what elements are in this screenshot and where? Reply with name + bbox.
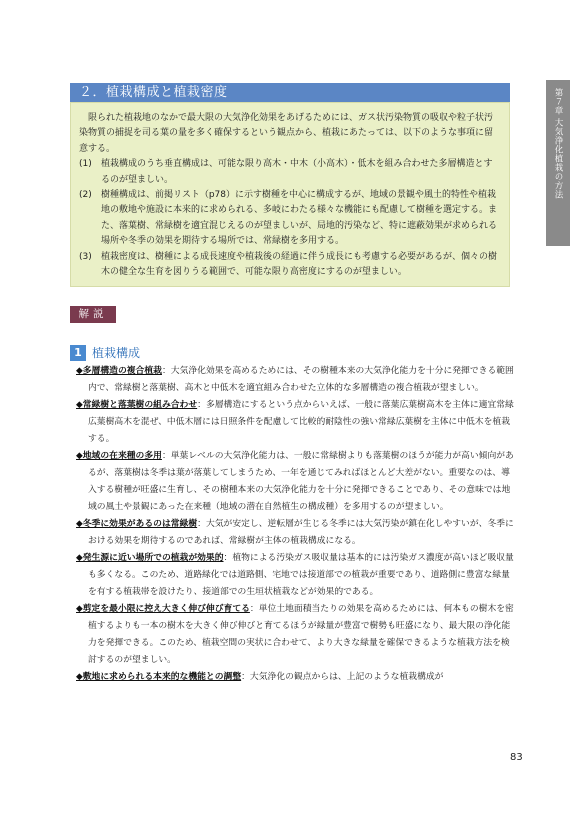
paragraph-key-term: ◆剪定を最小限に控え大きく伸び伸び育てる [76, 604, 250, 614]
paragraph-text: ：植物による汚染ガス吸収量は基本的には汚染ガス濃度が高いほど吸収量も多くなる。このため、道路緑化では道路側、宅地では接道部での植栽が重要であり、道路側に豊富な緑量を有する植栽帯を設けたり、接道部での生垣状植栽などが効果的である。 [88, 553, 514, 597]
section-title: ２．植栽構成と植栽密度 [70, 83, 510, 102]
guideline-item-number: (3) [79, 251, 92, 262]
guideline-box [70, 102, 510, 287]
paragraph-text: ：大気浄化の観点からは、上記のような植栽構成が [241, 672, 444, 682]
chapter-title: 大気浄化植栽の方法 [553, 118, 563, 200]
paragraph-text: ：大気浄化効果を高めるためには、その樹種本来の大気浄化能力を十分に発揮できる範囲内で、常緑樹と落葉樹、高木と中低木を適宜組み合わせた立体的な多層構造の複合植栽が望ましい。 [88, 366, 514, 393]
commentary-paragraph [76, 363, 516, 397]
paragraph-key-term: ◆常緑樹と落葉樹の組み合わせ [76, 400, 198, 410]
guideline-item [79, 250, 501, 281]
paragraph-key-term: ◆発生源に近い場所での植栽が効果的 [76, 553, 224, 563]
paragraph-key-term: ◆多層構造の複合植栽 [76, 366, 162, 376]
paragraph-key-term: ◆敷地に求められる本来的な機能との調整 [76, 672, 242, 682]
commentary-paragraph [76, 397, 516, 448]
guideline-item-text: 植栽構成のうち垂直構成は、可能な限り高木・中木（小高木）・低木を組み合わせた多層構造とするのが望ましい。 [101, 159, 493, 185]
paragraph-text: ：単葉レベルの大気浄化能力は、一般に常緑樹よりも落葉樹のほうが能力が高い傾向があるが、落葉樹は冬季は葉が落葉してしまうため、一年を通じてみればほとんど大差がない。重要なのは、導入する樹種が旺盛に生育し、その樹種本来の大気浄化能力を十分に発揮できることであり、その意味では地域の風土や景観にあった在来種（地域の潜在自然植生の構成種）を多用するのが望ましい。 [88, 451, 514, 512]
commentary-label: 解説 [70, 306, 116, 323]
guideline-intro: 限られた植栽地のなかで最大限の大気浄化効果をあげるためには、ガス状汚染物質の吸収や粒子状汚染物質の捕捉を司る葉の量を多く確保するという観点から、植栽にあたっては、以下のような事項に留意する。 [79, 113, 494, 154]
guideline-item-number: (1) [79, 159, 92, 170]
chapter-number: 第７章 [553, 88, 563, 115]
commentary-paragraph [76, 601, 516, 669]
page-number: 83 [510, 752, 523, 763]
paragraph-text: ：単位土地面積当たりの効果を高めるためには、何本もの樹木を密植するよりも一本の樹木を大きく伸び伸びと育てるほうが緑量が豊富で樹勢も旺盛になり、最大限の浄化能力を発揮できる。このため、植栽空間の実状に合わせて、より大きな緑量を確保できるような植栽方法を検討するのが望ましい。 [88, 604, 514, 665]
commentary-paragraph [76, 448, 516, 516]
subsection-heading [70, 345, 140, 361]
guideline-item-number: (2) [79, 190, 92, 201]
paragraph-text: ：多層構造にするという点からいえば、一般に落葉広葉樹高木を主体に適宜常緑広葉樹高木を混ぜ、中低木層には日照条件を配慮して比較的耐陰性の強い常緑広葉樹を主体に中低木を植栽する。 [88, 400, 514, 444]
guideline-item [79, 188, 501, 250]
guideline-item [79, 157, 501, 188]
commentary-body [76, 363, 516, 686]
subsection-title: 植栽構成 [92, 346, 141, 360]
paragraph-key-term: ◆冬季に効果があるのは常緑樹 [76, 519, 198, 529]
commentary-paragraph [76, 516, 516, 550]
commentary-paragraph [76, 550, 516, 601]
paragraph-key-term: ◆地域の在来種の多用 [76, 451, 162, 461]
guideline-item-text: 樹種構成は、前掲リスト（p78）に示す樹種を中心に構成するが、地域の景観や風土的特性や植栽地の敷地や施設に本来的に求められる、多岐にわたる様々な機能にも配慮して樹種を選定する。また、落葉樹、常緑樹を適宜混じえるのが望ましいが、局地的汚染など、特に遮蔽効果が求められる場所や冬季の効果を期待する場所では、常緑樹を多用する。 [101, 190, 498, 247]
guideline-item-text: 植栽密度は、樹種による成長速度や植栽後の経過に伴う成長にも考慮する必要があるが、個々の樹木の健全な生育を図りうる範囲で、可能な限り高密度にするのが望ましい。 [101, 251, 498, 278]
paragraph-text: ：大気が安定し、逆転層が生じる冬季には大気汚染が鎮在化しやすいが、冬季における効果を期待するのであれば、常緑樹が主体の植栽構成になる。 [88, 519, 514, 546]
commentary-paragraph [76, 669, 516, 686]
subsection-number: 1 [70, 345, 86, 361]
chapter-side-tab [546, 80, 570, 246]
